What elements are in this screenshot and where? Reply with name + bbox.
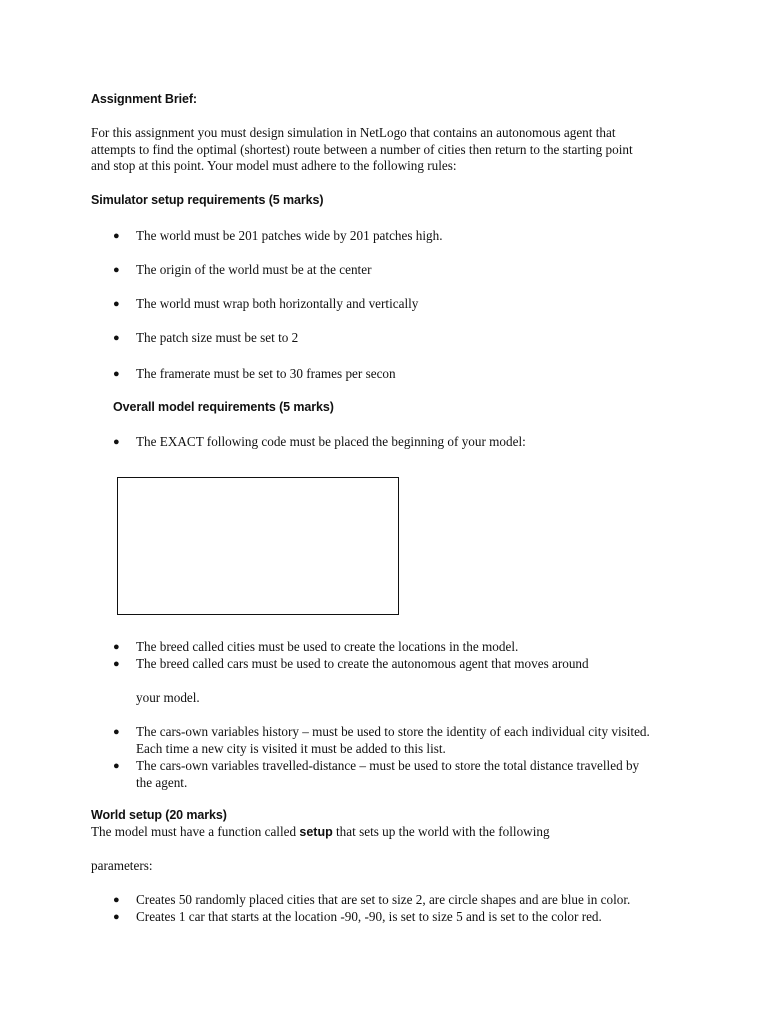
breed-cities-item: The breed called cities must be used to create the locations in the model. <box>136 639 519 654</box>
intro-line-1: For this assignment you must design simulation in NetLogo that contains an autonomous agent that <box>91 125 616 140</box>
code-placeholder-box <box>117 477 399 615</box>
overall-item: The EXACT following code must be placed the beginning of your model: <box>136 434 526 449</box>
world-setup-item: Creates 50 randomly placed cities that are set to size 2, are circle shapes and are blue in color. <box>136 892 631 907</box>
cars-own-distance-line-1: The cars-own variables travelled-distance – must be used to store the total distance travelled by <box>136 758 640 773</box>
breed-cars-item-line-2: your model. <box>136 690 200 705</box>
world-setup-sentence <box>91 824 550 841</box>
bullet-icon: ● <box>113 894 120 906</box>
cars-own-history-line-1: The cars-own variables history – must be used to store the identity of each individual city visited. <box>136 724 650 739</box>
cars-own-distance-line-2: the agent. <box>136 775 188 790</box>
sim-setup-item: The world must wrap both horizontally and vertically <box>136 296 419 311</box>
sim-setup-item: The origin of the world must be at the center <box>136 262 372 277</box>
bullet-icon: ● <box>113 658 120 670</box>
breed-cars-item-line-1: The breed called cars must be used to create the autonomous agent that moves around <box>136 656 589 671</box>
bullet-icon: ● <box>113 726 120 738</box>
assignment-brief-heading: Assignment Brief: <box>91 92 197 106</box>
bullet-icon: ● <box>113 264 120 276</box>
cars-own-history-line-2: Each time a new city is visited it must be added to this list. <box>136 741 446 756</box>
bullet-icon: ● <box>113 230 120 242</box>
bullet-icon: ● <box>113 332 120 344</box>
bullet-icon: ● <box>113 368 120 380</box>
world-setup-heading: World setup (20 marks) <box>91 808 227 822</box>
world-setup-item: Creates 1 car that starts at the location -90, -90, is set to size 5 and is set to the color red. <box>136 909 602 924</box>
bullet-icon: ● <box>113 436 120 448</box>
setup-keyword: setup <box>299 825 333 839</box>
bullet-icon: ● <box>113 760 120 772</box>
sim-setup-item: The world must be 201 patches wide by 201 patches high. <box>136 228 443 243</box>
sim-setup-item: The patch size must be set to 2 <box>136 330 299 345</box>
intro-line-3: and stop at this point. Your model must adhere to the following rules: <box>91 158 457 173</box>
sim-setup-heading: Simulator setup requirements (5 marks) <box>91 193 324 207</box>
bullet-icon: ● <box>113 641 120 653</box>
bullet-icon: ● <box>113 911 120 923</box>
world-setup-text-after: that sets up the world with the following <box>332 824 550 839</box>
parameters-label: parameters: <box>91 858 153 873</box>
intro-paragraph <box>91 125 633 175</box>
world-setup-text-before: The model must have a function called <box>91 824 300 839</box>
intro-line-2: attempts to find the optimal (shortest) route between a number of cities then return to the starting point <box>91 141 633 157</box>
sim-setup-item: The framerate must be set to 30 frames per secon <box>136 366 396 381</box>
bullet-icon: ● <box>113 298 120 310</box>
overall-model-heading: Overall model requirements (5 marks) <box>113 400 334 414</box>
